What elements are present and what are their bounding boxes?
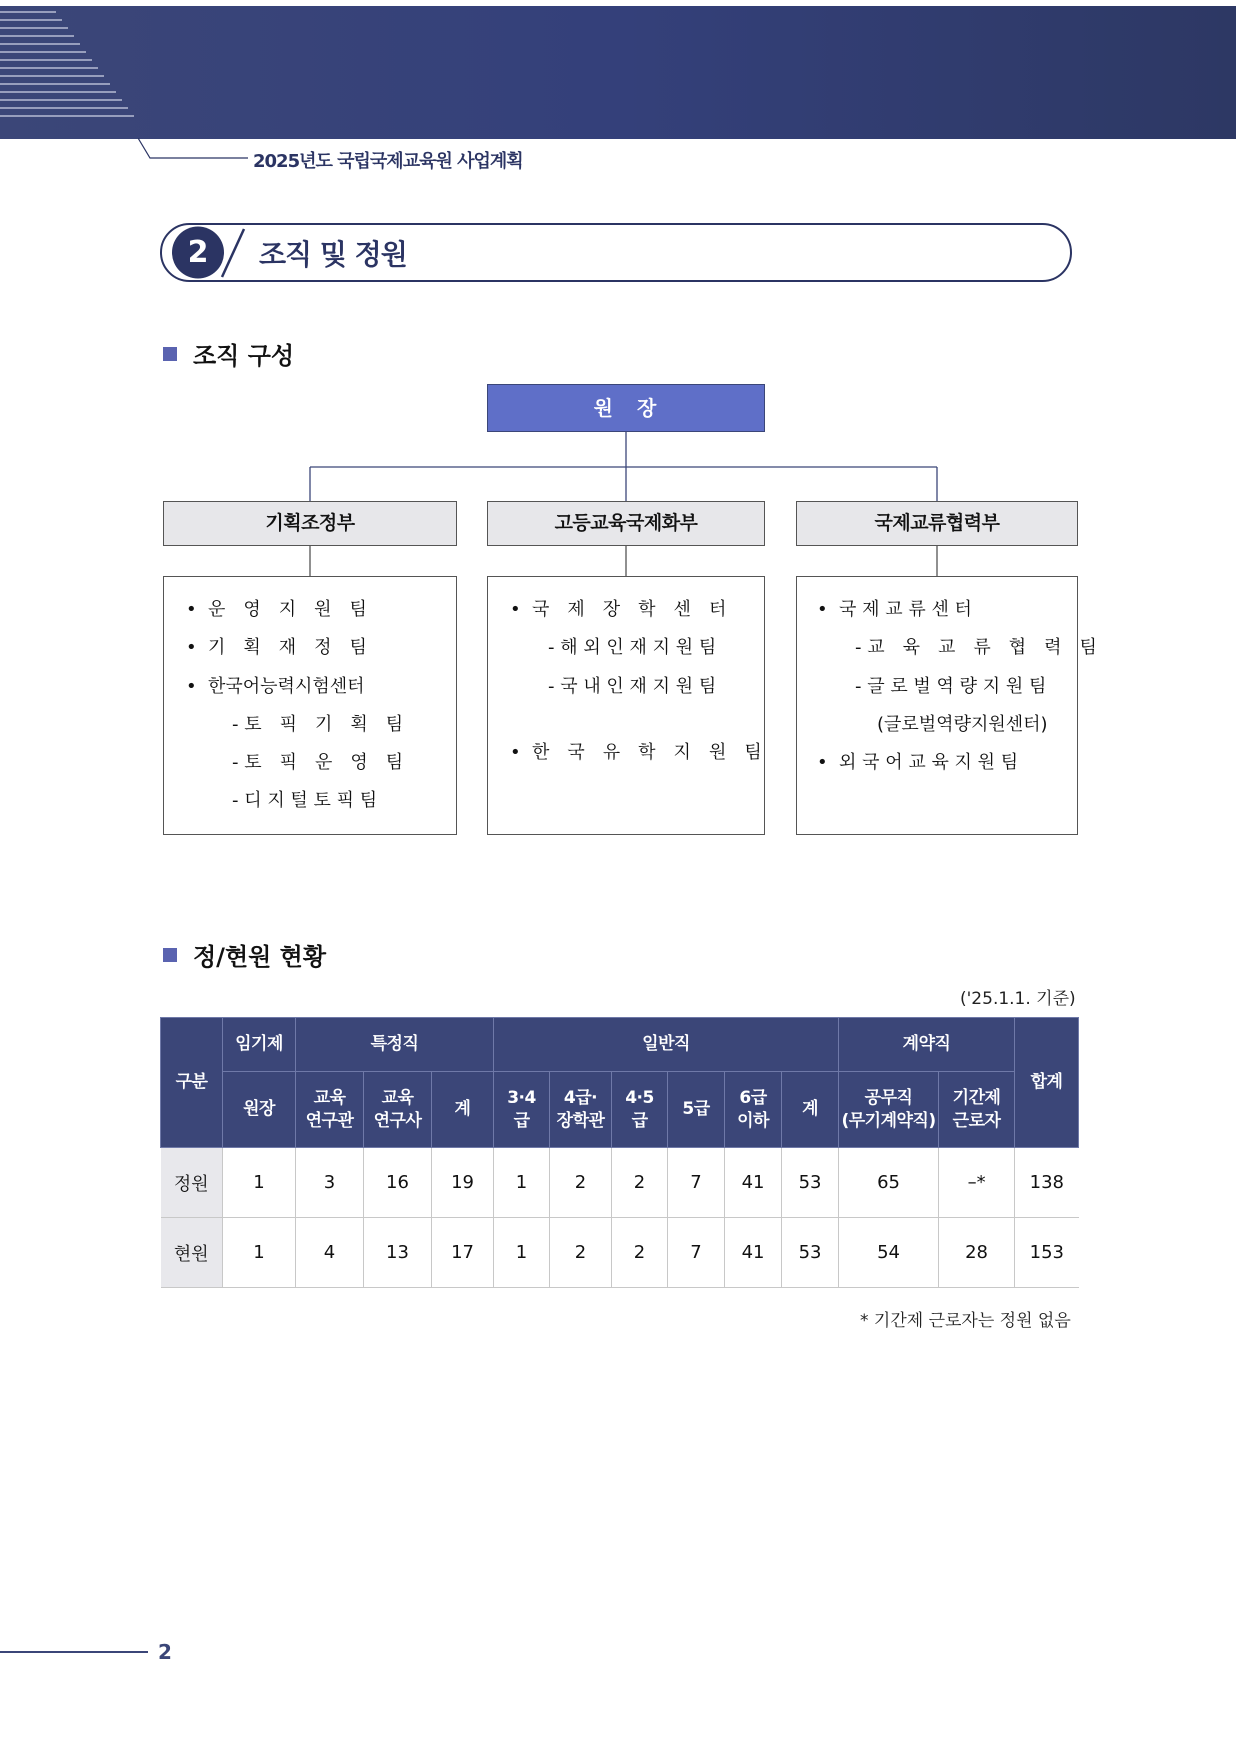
staff-heading — [163, 937, 326, 972]
table-row — [161, 1148, 1079, 1218]
header-category: 구분 — [161, 1018, 223, 1148]
table-cell: 1 — [223, 1148, 296, 1218]
section-title: 조직 및 정원 — [259, 238, 407, 271]
team-list-planning — [163, 576, 457, 835]
org-heading — [163, 336, 294, 371]
team-item: • 외 국 어 교 육 지 원 팀 — [817, 744, 1097, 782]
team-subitem: - 토 픽 기 획 팀 — [232, 713, 404, 735]
header-special-subtotal: 계 — [432, 1072, 494, 1148]
team-subitem: - 디 지 털 토 픽 팀 — [232, 790, 378, 812]
bullet-dot-icon: • — [186, 675, 197, 697]
header-special: 특정직 — [296, 1018, 494, 1072]
header-grade-3-4: 3·4 급 — [494, 1072, 550, 1148]
org-director-box: 원 장 — [487, 384, 765, 432]
table-cell: 2 — [612, 1148, 668, 1218]
header-contract: 계약직 — [839, 1018, 1015, 1072]
table-cell: 2 — [550, 1148, 612, 1218]
header-stripes-decoration — [0, 6, 140, 139]
table-cell: 17 — [432, 1218, 494, 1288]
table-cell: 54 — [839, 1218, 939, 1288]
header-general: 일반직 — [494, 1018, 839, 1072]
team-subitem: - 글 로 벌 역 량 지 원 팀 — [855, 675, 1047, 697]
table-cell: 138 — [1015, 1148, 1079, 1218]
team-item: • 기 획 재 정 팀 — [186, 629, 403, 667]
spacer — [510, 706, 762, 734]
team-item: • 한국어능력시험센터 — [186, 668, 403, 706]
team-subitem-note: (글로벌역량지원센터) — [877, 713, 1048, 735]
dept-planning-coordination: 기획조정부 — [163, 501, 457, 546]
bullet-square-icon — [163, 948, 177, 962]
header-fixed-term: 임기제 — [223, 1018, 296, 1072]
table-cell: 16 — [364, 1148, 432, 1218]
team-item: • 국 제 장 학 센 터 — [510, 591, 762, 629]
dept-international-exchange: 국제교류협력부 — [796, 501, 1078, 546]
footer-rule — [0, 1651, 148, 1653]
table-cell: 1 — [494, 1218, 550, 1288]
team-item: • 한 국 유 학 지 원 팀 — [510, 734, 762, 772]
header-grade-6-below: 6급 이하 — [725, 1072, 782, 1148]
header-rule-decoration — [138, 138, 248, 160]
header-public-service: 공무직 (무기계약직) — [839, 1072, 939, 1148]
team-item: • 국 제 교 류 센 터 — [817, 591, 1097, 629]
bullet-dot-icon: • — [817, 752, 828, 774]
table-cell: 41 — [725, 1218, 782, 1288]
header-total: 합계 — [1015, 1018, 1079, 1148]
staff-heading-text: 정/현원 현황 — [193, 943, 327, 971]
table-cell: –* — [939, 1148, 1015, 1218]
header-fixed-term-worker: 기간제 근로자 — [939, 1072, 1015, 1148]
header-edu-researcher-official: 교육 연구관 — [296, 1072, 364, 1148]
table-cell: 7 — [668, 1148, 725, 1218]
table-cell: 7 — [668, 1218, 725, 1288]
table-cell: 53 — [782, 1148, 839, 1218]
table-cell: 3 — [296, 1148, 364, 1218]
table-cell: 1 — [494, 1148, 550, 1218]
section-number: 2 — [187, 235, 209, 270]
header-grade-5: 5급 — [668, 1072, 725, 1148]
header-grade-4-5: 4·5 급 — [612, 1072, 668, 1148]
table-cell: 13 — [364, 1218, 432, 1288]
table-footnote: * 기간제 근로자는 정원 없음 — [860, 1311, 1071, 1331]
table-cell: 2 — [550, 1218, 612, 1288]
table-cell: 153 — [1015, 1218, 1079, 1288]
team-subitem: - 국 내 인 재 지 원 팀 — [548, 675, 717, 697]
table-cell: 53 — [782, 1218, 839, 1288]
table-cell: 1 — [223, 1218, 296, 1288]
team-list-higher-education — [487, 576, 765, 835]
bullet-dot-icon: • — [186, 637, 197, 659]
row-label: 현원 — [161, 1218, 223, 1288]
header-director: 원장 — [223, 1072, 296, 1148]
bullet-dot-icon: • — [186, 599, 197, 620]
as-of-date: ('25.1.1. 기준) — [960, 989, 1076, 1009]
table-cell: 2 — [612, 1218, 668, 1288]
row-label: 정원 — [161, 1148, 223, 1218]
table-cell: 65 — [839, 1148, 939, 1218]
bullet-dot-icon: • — [817, 599, 828, 620]
table-cell: 4 — [296, 1218, 364, 1288]
document-title: 2025년도 국립국제교육원 사업계획 — [253, 151, 523, 172]
team-subitem: - 교 육 교 류 협 력 팀 — [855, 637, 1097, 659]
bullet-dot-icon: • — [510, 599, 521, 620]
table-row — [161, 1218, 1079, 1288]
staffing-table — [160, 1017, 1079, 1288]
org-heading-text: 조직 구성 — [193, 342, 295, 370]
header-grade-4-scholarship: 4급· 장학관 — [550, 1072, 612, 1148]
dept-higher-education: 고등교육국제화부 — [487, 501, 765, 546]
bullet-square-icon — [163, 347, 177, 361]
bullet-dot-icon: • — [510, 741, 521, 763]
table-cell: 19 — [432, 1148, 494, 1218]
header-general-subtotal: 계 — [782, 1072, 839, 1148]
page-number: 2 — [158, 1640, 172, 1664]
team-item: • 운 영 지 원 팀 — [186, 591, 403, 629]
team-subitem: - 토 픽 운 영 팀 — [232, 752, 404, 774]
table-cell: 28 — [939, 1218, 1015, 1288]
header-edu-researcher: 교육 연구사 — [364, 1072, 432, 1148]
header-banner — [0, 6, 1236, 139]
team-list-international-exchange — [796, 576, 1097, 835]
team-subitem: - 해 외 인 재 지 원 팀 — [548, 637, 717, 659]
table-cell: 41 — [725, 1148, 782, 1218]
